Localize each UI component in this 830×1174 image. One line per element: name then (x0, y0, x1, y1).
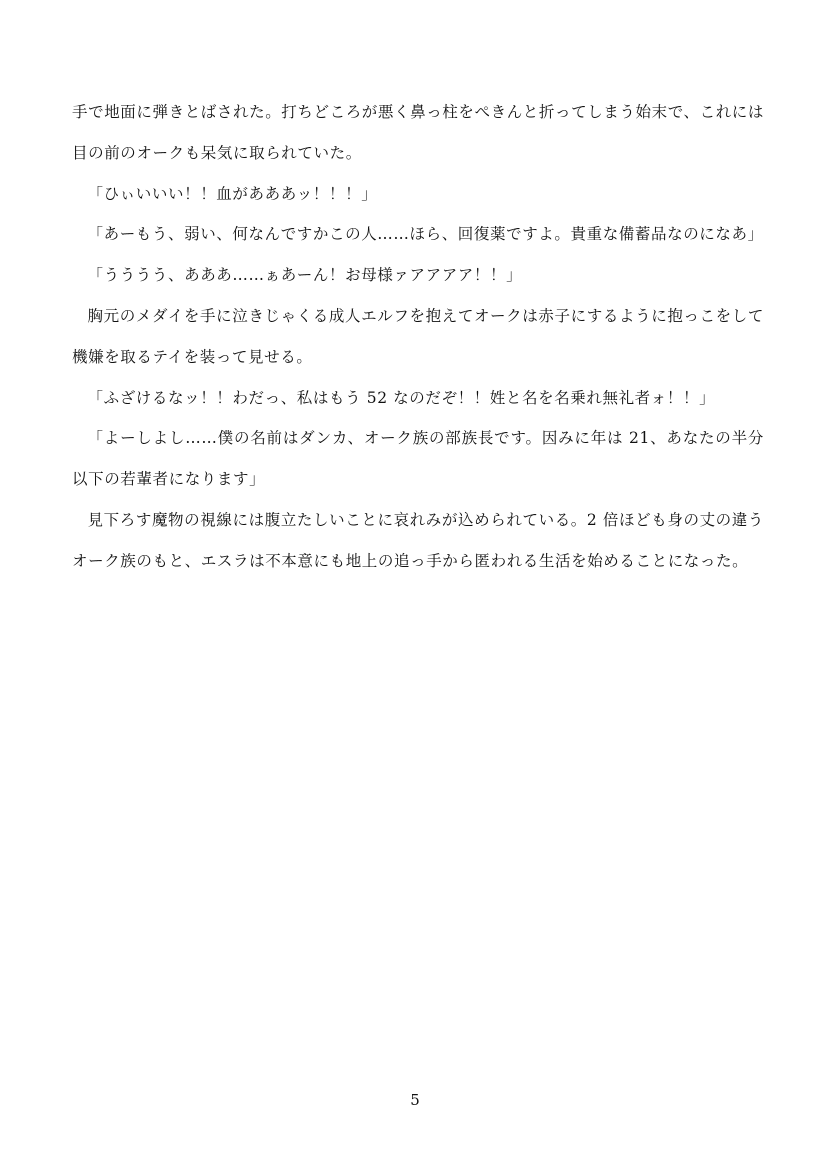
paragraph: 「よーしよし……僕の名前はダンカ、オーク族の部族長です。因みに年は 21、あなたの半分以下の若輩者になります」 (72, 429, 764, 489)
paragraph: 手で地面に弾きとばされた。打ちどころが悪く鼻っ柱をぺきんと折ってしまう始末で、これには目の前のオークも呆気に取られていた。 (72, 103, 764, 162)
paragraph: 「うううう、あああ……ぁあーん！お母様ァアアアア！！」 (87, 266, 523, 285)
paragraph: 胸元のメダイを手に泣きじゃくる成人エルフを抱えてオークは赤子にするように抱っこをして機嫌を取るテイを装って見せる。 (72, 306, 764, 366)
page-number: 5 (410, 1091, 420, 1109)
body-text (72, 92, 764, 582)
paragraph: 見下ろす魔物の視線には腹立たしいことに哀れみが込められている。2 倍ほども身の丈の違うオーク族のもと、エスラは不本意にも地上の追っ手から匿われる生活を始めることになった。 (72, 510, 764, 570)
paragraph: 「ふざけるなッ！！わだっ、私はもう 52 なのだぞ！！姓と名を名乗れ無礼者ォ！！」 (87, 388, 716, 407)
paragraph: 「ひぃいいい！！血があああッ！！！」 (87, 184, 378, 203)
paragraph: 「あーもう、弱い、何なんですかこの人……ほら、回復薬ですよ。貴重な備蓄品なのになあ」 (87, 225, 764, 244)
